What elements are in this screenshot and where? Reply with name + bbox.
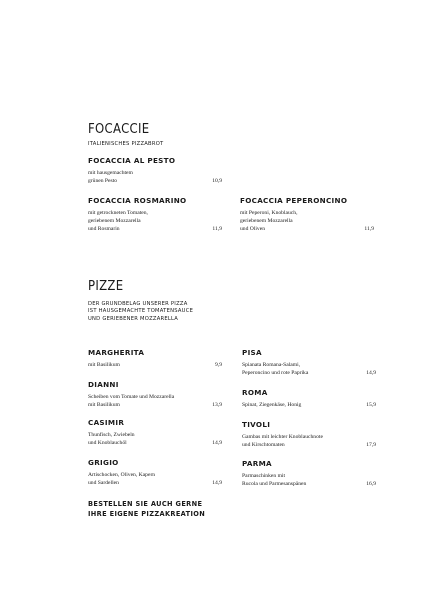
menu-item-tivoli (242, 420, 376, 449)
menu-item-pisa (242, 348, 376, 377)
menu-item-focaccia-al-pesto (88, 156, 222, 185)
menu-item-description: Scheiben vom Tomate und Mozzarella mit Basilikum (88, 394, 175, 408)
menu-item-price: 13,9 (212, 402, 222, 408)
menu-item-price: 17,9 (366, 442, 376, 448)
menu-item-description: Gambas mit leichter Knoblauchnote und Kirschtomaten (242, 434, 323, 448)
menu-item-price: 11,9 (212, 226, 222, 232)
pizze-subtitle: DER GRUNDBELAG UNSERER PIZZA IST HAUSGEMACHTE TOMATENSAUCE UND GERIEBENER MOZZARELLA (88, 301, 194, 322)
custom-pizza-note: BESTELLEN SIE AUCH GERNE IHRE EIGENE PIZZAKREATION (88, 500, 206, 518)
menu-item-name: PARMA (242, 459, 272, 468)
menu-item-description: mit Peperoni, Knoblauch, geriebenem Mozzarella und Oliven (240, 210, 298, 232)
menu-item-name: FOCACCIA ROSMARINO (88, 196, 187, 205)
menu-item-description: Spianata Romana-Salami, Peperoncino und rote Paprika (242, 362, 309, 376)
menu-item-price: 9,9 (215, 362, 222, 368)
menu-item-focaccia-peperoncino (240, 196, 374, 233)
menu-item-focaccia-rosmarino (88, 196, 222, 233)
menu-item-description: mit hausgemachtem grünen Pesto (88, 170, 133, 184)
menu-item-roma (242, 388, 376, 409)
menu-item-casimir (88, 418, 222, 447)
focaccie-subtitle: ITALIENISCHES PIZZABROT (88, 141, 164, 147)
menu-item-price: 16,9 (366, 481, 376, 487)
menu-item-name: TIVOLI (242, 420, 271, 429)
menu-item-description: mit getrockneten Tomaten, geriebenem Mozzarella und Rosmarin (88, 210, 148, 232)
pizze-heading: PIZZE (88, 279, 124, 294)
menu-item-margherita (88, 348, 222, 369)
menu-item-description: Parmaschinken mit Rucola und Parmesanspänen (242, 473, 307, 487)
focaccie-heading: FOCACCIE (88, 122, 150, 137)
menu-item-name: ROMA (242, 388, 268, 397)
menu-item-name: PISA (242, 348, 262, 357)
menu-item-price: 15,9 (366, 402, 376, 408)
menu-item-description: Thunfisch, Zwiebeln und Knoblauchöl (88, 432, 135, 446)
menu-item-description: Spinat, Ziegenkäse, Honig (242, 402, 302, 408)
menu-item-name: FOCACCIA PEPERONCINO (240, 196, 348, 205)
menu-item-name: CASIMIR (88, 418, 125, 427)
menu-item-description: mit Basilikum (88, 362, 120, 368)
menu-item-price: 11,9 (364, 226, 374, 232)
menu-item-price: 14,9 (366, 370, 376, 376)
menu-item-parma (242, 459, 376, 488)
menu-item-name: DIANNI (88, 380, 119, 389)
menu-item-price: 14,9 (212, 480, 222, 486)
menu-item-name: GRIGIO (88, 458, 119, 467)
menu-item-name: MARGHERITA (88, 348, 145, 357)
menu-item-price: 14,9 (212, 440, 222, 446)
menu-item-grigio (88, 458, 222, 487)
menu-item-price: 10,9 (212, 178, 222, 184)
menu-item-dianni (88, 380, 222, 409)
menu-item-description: Artischocken, Oliven, Kapern und Sardellen (88, 472, 156, 486)
menu-item-name: FOCACCIA AL PESTO (88, 156, 176, 165)
